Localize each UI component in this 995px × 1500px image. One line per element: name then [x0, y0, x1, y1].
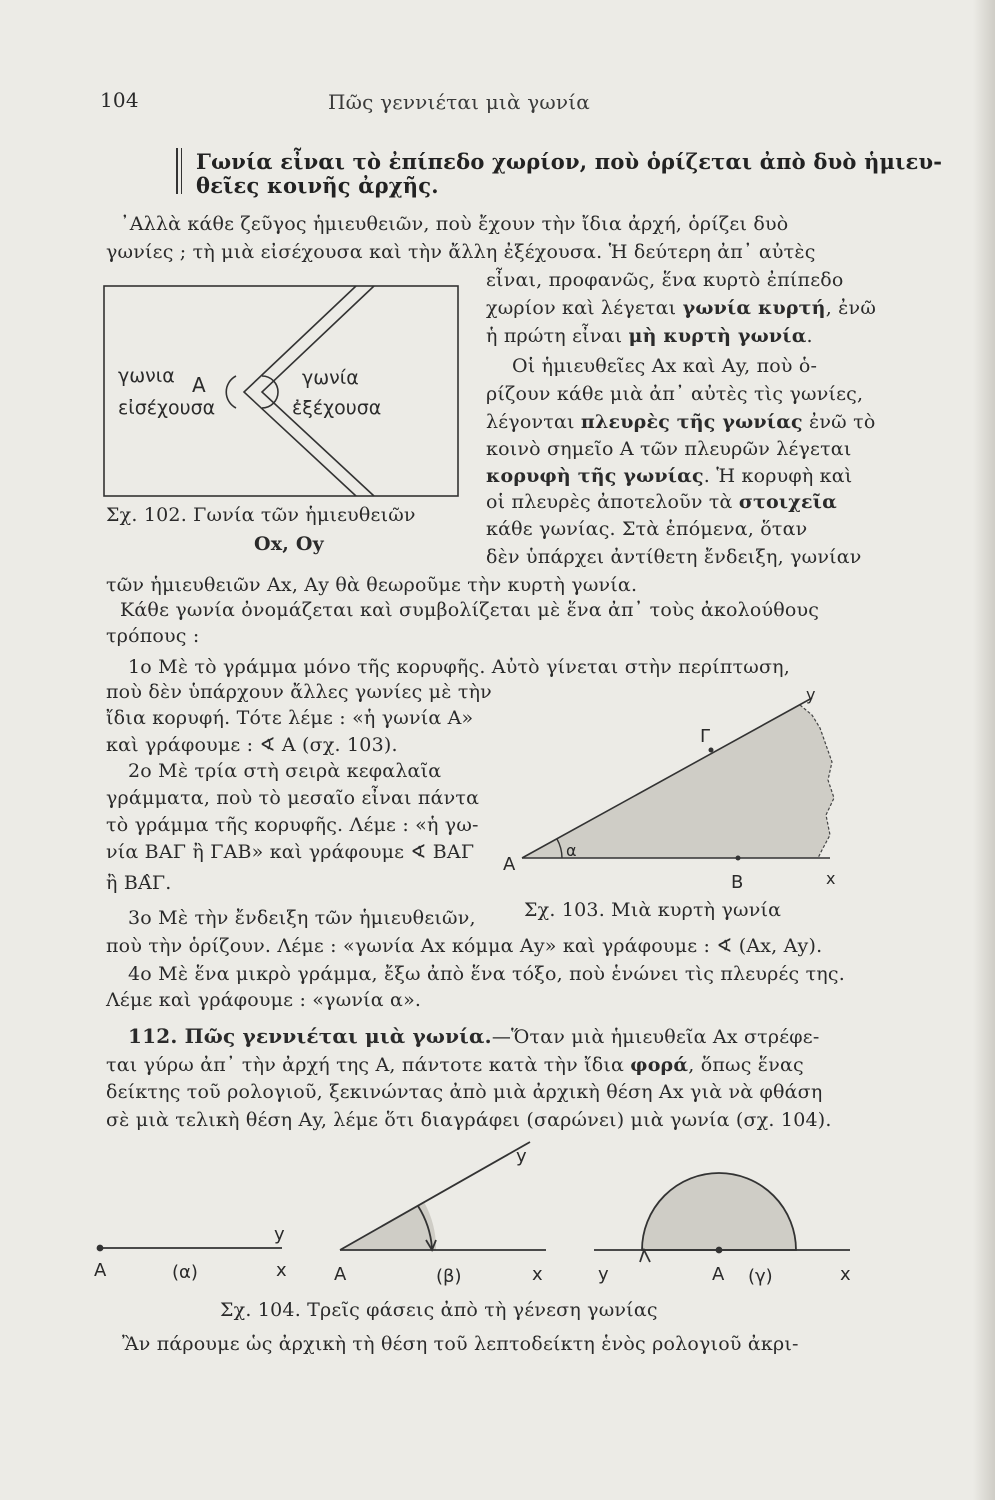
text: ἡ πρώτη εἶναι [486, 325, 629, 347]
term-nonconvex-angle: μὴ κυρτὴ γωνία [628, 325, 807, 347]
list-item-2-line-1: 2ο Μὲ τρία στὴ σειρὰ κεφαλαῖα [128, 760, 442, 782]
last-line: Ἂν πάρουμε ὡς ἀρχικὴ τὴ θέση τοῦ λεπτοδείκτη ἑνὸς ρολογιοῦ ἀκρι- [122, 1333, 799, 1355]
fig104c-label-x: x [840, 1264, 851, 1285]
fig103-shaded-region [522, 705, 834, 858]
para1-line-3: εἶναι, προφανῶς, ἕνα κυρτὸ ἐπίπεδο [486, 269, 844, 291]
list-item-1-line-1: 1ο Μὲ τὸ γράμμα μόνο τῆς κορυφῆς. Αὐτὸ γίνεται στὴν περίπτωση, [128, 656, 790, 678]
text: . Ἡ κορυφὴ καὶ [703, 465, 853, 487]
definition-line-2: θεῖες κοινῆς ἀρχῆς. [196, 173, 439, 198]
figure-103 [503, 685, 835, 893]
para2-line-1: Οἱ ἡμιευθεῖες Αx καὶ Αy, ποὺ ὁ- [512, 355, 818, 377]
text: , ὅπως ἕνας [688, 1054, 804, 1076]
text: —Ὅταν μιὰ ἡμιευθεῖα Αx στρέφε- [491, 1026, 820, 1048]
fig102-vertex: Α [192, 373, 206, 397]
list-item-2-line-4: νία ΒΑΓ ἢ ΓΑΒ» καὶ γράφουμε ∢ ΒΑΓ [106, 841, 475, 863]
fig102-label-left-1: γωνια [118, 365, 175, 387]
fig104a-label-A: Α [94, 1260, 107, 1281]
term-convex-angle: γωνία κυρτή [682, 297, 826, 319]
figure-102 [104, 286, 458, 496]
para2-line-9: τῶν ἡμιευθειῶν Αx, Αy θὰ θεωροῦμε τὴν κυρτὴ γωνία. [106, 574, 638, 596]
text: . [806, 325, 813, 347]
para1-line-2: γωνίες ; τὴ μιὰ εἰσέχουσα καὶ τὴν ἄλλη ἐξέχουσα. Ἡ δεύτερη ἀπ᾿ αὐτὲς [106, 241, 816, 263]
fig103-label-y: y [806, 685, 816, 704]
section112-line-3: δείκτης τοῦ ρολογιοῦ, ξεκινώντας ἀπὸ μιὰ ἀρχικὴ θέση Αx γιὰ νὰ φθάση [106, 1081, 823, 1103]
fig102-caption-2: Οx, Οy [254, 533, 324, 555]
text: ται γύρω ἀπ᾿ τὴν ἀρχή της Α, πάντοτε κατὰ τὴν ἴδια [106, 1054, 631, 1076]
fig104c-label-phase: (γ) [748, 1266, 773, 1287]
text: , ἐνῶ [825, 297, 877, 319]
para3-line-1: Κάθε γωνία ὀνομάζεται καὶ συμβολίζεται μὲ ἕνα ἀπ᾿ τοὺς ἀκολούθους [120, 599, 820, 621]
para2-line-2: ρίζουν κάθε μιὰ ἀπ᾿ αὐτὲς τὶς γωνίες, [486, 383, 864, 405]
definition-line-1: Γωνία εἶναι τὸ ἐπίπεδο χωρίον, ποὺ ὁρίζεται ἀπὸ δυὸ ἡμιευ- [196, 149, 943, 174]
list-item-4-line-1: 4ο Μὲ ἕνα μικρὸ γράμμα, ἔξω ἀπὸ ἕνα τόξο, ποὺ ἑνώνει τὶς πλευρές της. [128, 963, 845, 985]
term-elements: στοιχεῖα [738, 491, 837, 513]
text: λέγονται [486, 411, 581, 433]
fig103-point-B [736, 856, 741, 861]
fig102-ray-inner [262, 286, 374, 496]
list-item-2-line-5: ἢ ΒΑ̂Γ. [106, 872, 172, 894]
page-number: 104 [100, 88, 139, 112]
section112-heading: 112. Πῶς γεννιέται μιὰ γωνία. [128, 1024, 492, 1048]
fig102-arc-reentrant [226, 376, 236, 408]
para2-line-7: κάθε γωνίας. Στὰ ἑπόμενα, ὅταν [486, 518, 808, 540]
para2-line-8: δὲν ὑπάρχει ἀντίθετη ἔνδειξη, γωνίαν [486, 546, 862, 568]
list-item-1-line-3: ἴδια κορυφή. Τότε λέμε : «ἡ γωνία Α» [106, 707, 474, 729]
fig103-label-alpha: α [566, 841, 577, 860]
text: ἐνῶ τὸ [802, 411, 876, 433]
fig104a-origin [98, 1246, 103, 1251]
fig102-label-right-2: ἐξέχουσα [292, 397, 382, 419]
fig104b-label-x: x [532, 1264, 543, 1285]
para2-line-4: κοινὸ σημεῖο Α τῶν πλευρῶν λέγεται [486, 438, 852, 460]
list-item-4-line-2: Λέμε καὶ γράφουμε : «γωνία α». [106, 989, 422, 1011]
fig104a-label-y: y [274, 1224, 285, 1245]
term-direction: φορά [630, 1054, 689, 1076]
fig104a-label-x: x [276, 1260, 287, 1281]
fig104c-semicircle [642, 1173, 796, 1250]
fig104c-label-y: y [598, 1264, 609, 1285]
fig104c-origin [717, 1248, 722, 1253]
fig103-point-G [709, 748, 714, 753]
list-item-1-line-4: καὶ γράφουμε : ∢ Α (σχ. 103). [106, 734, 398, 756]
text: οἱ πλευρὲς ἀποτελοῦν τὰ [486, 491, 739, 513]
fig104b-ray-y [340, 1142, 530, 1250]
term-vertex: κορυφὴ τῆς γωνίας [486, 465, 704, 487]
term-sides: πλευρὲς τῆς γωνίας [580, 411, 803, 433]
para3-line-2: τρόπους : [106, 625, 200, 647]
fig102-caption-1: Σχ. 102. Γωνία τῶν ἡμιευθειῶν [106, 504, 416, 526]
fig104-caption: Σχ. 104. Τρεῖς φάσεις ἀπὸ τὴ γένεση γωνίας [220, 1299, 658, 1321]
list-item-3-line-1: 3ο Μὲ τὴν ἔνδειξη τῶν ἡμιευθειῶν, [128, 907, 476, 929]
fig104b-label-phase: (β) [436, 1266, 462, 1287]
fig103-label-B: Β [731, 872, 744, 893]
list-item-3-line-2: ποὺ τὴν ὁρίζουν. Λέμε : «γωνία Αx κόμμα Αy» καὶ γράφουμε : ∢ (Αx, Αy). [106, 935, 823, 957]
list-item-1-line-2: ποὺ δὲν ὑπάρχουν ἄλλες γωνίες μὲ τὴν [106, 681, 492, 703]
fig103-caption: Σχ. 103. Μιὰ κυρτὴ γωνία [524, 899, 782, 921]
fig102-arc-convex [262, 376, 278, 408]
section112-line-4: σὲ μιὰ τελικὴ θέση Αy, λέμε ὅτι διαγράφει (σαρώνει) μιὰ γωνία (σχ. 104). [106, 1109, 832, 1131]
list-item-2-line-3: τὸ γράμμα τῆς κορυφῆς. Λέμε : «ἡ γω- [106, 814, 479, 836]
fig103-label-G: Γ [700, 726, 711, 747]
fig104c-label-A: Α [712, 1264, 725, 1285]
fig102-frame [104, 286, 458, 496]
fig104b-label-y: y [516, 1146, 527, 1167]
fig102-label-right-1: γωνία [302, 367, 359, 389]
list-item-2-line-2: γράμματα, ποὺ τὸ μεσαῖο εἶναι πάντα [106, 787, 480, 809]
figure-104 [98, 1142, 851, 1262]
text: χωρίον καὶ λέγεται [486, 297, 683, 319]
running-title: Πῶς γεννιέται μιὰ γωνία [328, 90, 590, 114]
fig102-label-left-2: εἰσέχουσα [118, 397, 216, 419]
fig103-label-x: x [826, 869, 836, 888]
fig104b-label-A: Α [334, 1264, 347, 1285]
para1-line-1: ᾿Αλλὰ κάθε ζεῦγος ἡμιευθειῶν, ποὺ ἔχουν τὴν ἴδια ἀρχή, ὁρίζει δυὸ [120, 213, 789, 235]
fig104c-arrowhead [640, 1250, 650, 1262]
fig104a-label-phase: (α) [172, 1262, 198, 1283]
fig103-label-A: Α [503, 854, 516, 875]
